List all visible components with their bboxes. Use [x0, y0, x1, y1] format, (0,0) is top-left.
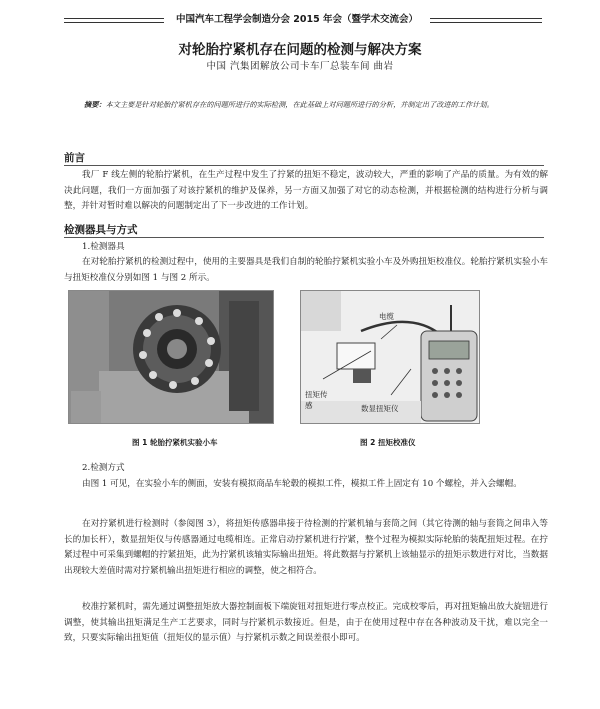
running-header: 中国汽车工程学会制造分会 2015 年会（暨学术交流会） — [175, 14, 419, 25]
abstract — [84, 98, 554, 111]
header-rule-right-thin — [430, 22, 542, 23]
section-title-tools: 检测器具与方式 — [64, 224, 138, 236]
method-paragraph-2: 在对拧紧机进行检测时（参阅图 3），将扭矩传感器串接于待检测的拧紧机轴与套筒之间（其它待测的轴与套筒之间串入等长的加长杆），数显扭矩仪与传感器通过电缆相连。正常启动拧紧机进行拧紧，整个过程为模拟实际轮胎的装配扭矩过程。在拧紧过程中可采集到螺帽的拧紧扭矩，此为拧紧机该轴实际输出扭矩。将此数据与拧紧机上该轴显示的扭矩示数进行对比，当数据出现较大差值时需对拧紧机输出扭矩进行相应的调整，使之相符合。 — [64, 519, 548, 576]
section-title-preface: 前言 — [64, 152, 85, 164]
label-cable: 电缆 — [379, 312, 394, 321]
figure-1-photo — [68, 290, 274, 424]
section-rule — [64, 165, 544, 166]
figure-2-caption: 图 2 扭矩校准仪 — [360, 438, 416, 447]
abstract-text: 本文主要是针对轮胎拧紧机存在的问题所进行的实际检测，在此基础上对问题所进行的分析，并制定出了改进的工作计划。 — [105, 100, 494, 109]
test-cart-image — [69, 291, 273, 423]
figure-2-photo — [300, 290, 480, 424]
method-paragraph-3: 校准拧紧机时，需先通过调整扭矩放大器控制面板下端旋钮对扭矩进行零点校正。完成校零后，再对扭矩输出放大旋钮进行调整，使其输出扭矩满足生产工艺要求，同时与拧紧机示数接近。但是，由于在使用过程中存在各种波动及干扰，难以完全一致，只要实际输出扭矩值（扭矩仪的显示值）与拧紧机示数之间误差很小即可。 — [64, 602, 548, 643]
method-paragraph-1: 由图 1 可见，在实验小车的侧面，安装有模拟商品车轮毂的模拟工件，模拟工件上固定有 10 个螺栓，并入会螺帽。 — [82, 479, 522, 489]
section-rule — [64, 237, 544, 238]
label-sensor: 扭矩传 感 — [305, 390, 328, 410]
author-line: 中国 汽集团解放公司卡车厂总装车间 曲岩 — [206, 61, 394, 72]
paper-title: 对轮胎拧紧机存在问题的检测与解决方案 — [178, 42, 422, 58]
label-meter: 数显扭矩仪 — [361, 404, 399, 413]
preface-paragraph: 我厂 F 线左侧的轮胎拧紧机，在生产过程中发生了拧紧的扭矩不稳定，波动较大，严重的影响了产品的质量。为有效的解决此问题，我们一方面加强了对该拧紧机的维护及保养，另一方面又加强了对它的动态检测，并根据检测的结构进行分析与调整，并针对暂时难以解决的问题制定出了下一步改进的工作计划。 — [64, 170, 548, 211]
header-rule-left-thin — [64, 22, 164, 23]
figure-1-caption: 图 1 轮胎拧紧机实验小车 — [132, 438, 218, 447]
header-rule-left — [64, 18, 164, 19]
subsection-tools: 1.检测器具 — [82, 242, 125, 252]
tools-paragraph: 在对轮胎拧紧机的检测过程中，使用的主要器具是我们自制的轮胎拧紧机实验小车及外购扭矩校准仪。轮胎拧紧机实验小车与扭矩校准仪分别如图 1 与图 2 所示。 — [64, 257, 548, 283]
header-rule-right — [430, 18, 542, 19]
subsection-method: 2.检测方式 — [82, 463, 125, 473]
abstract-label: 摘要： — [84, 100, 106, 109]
